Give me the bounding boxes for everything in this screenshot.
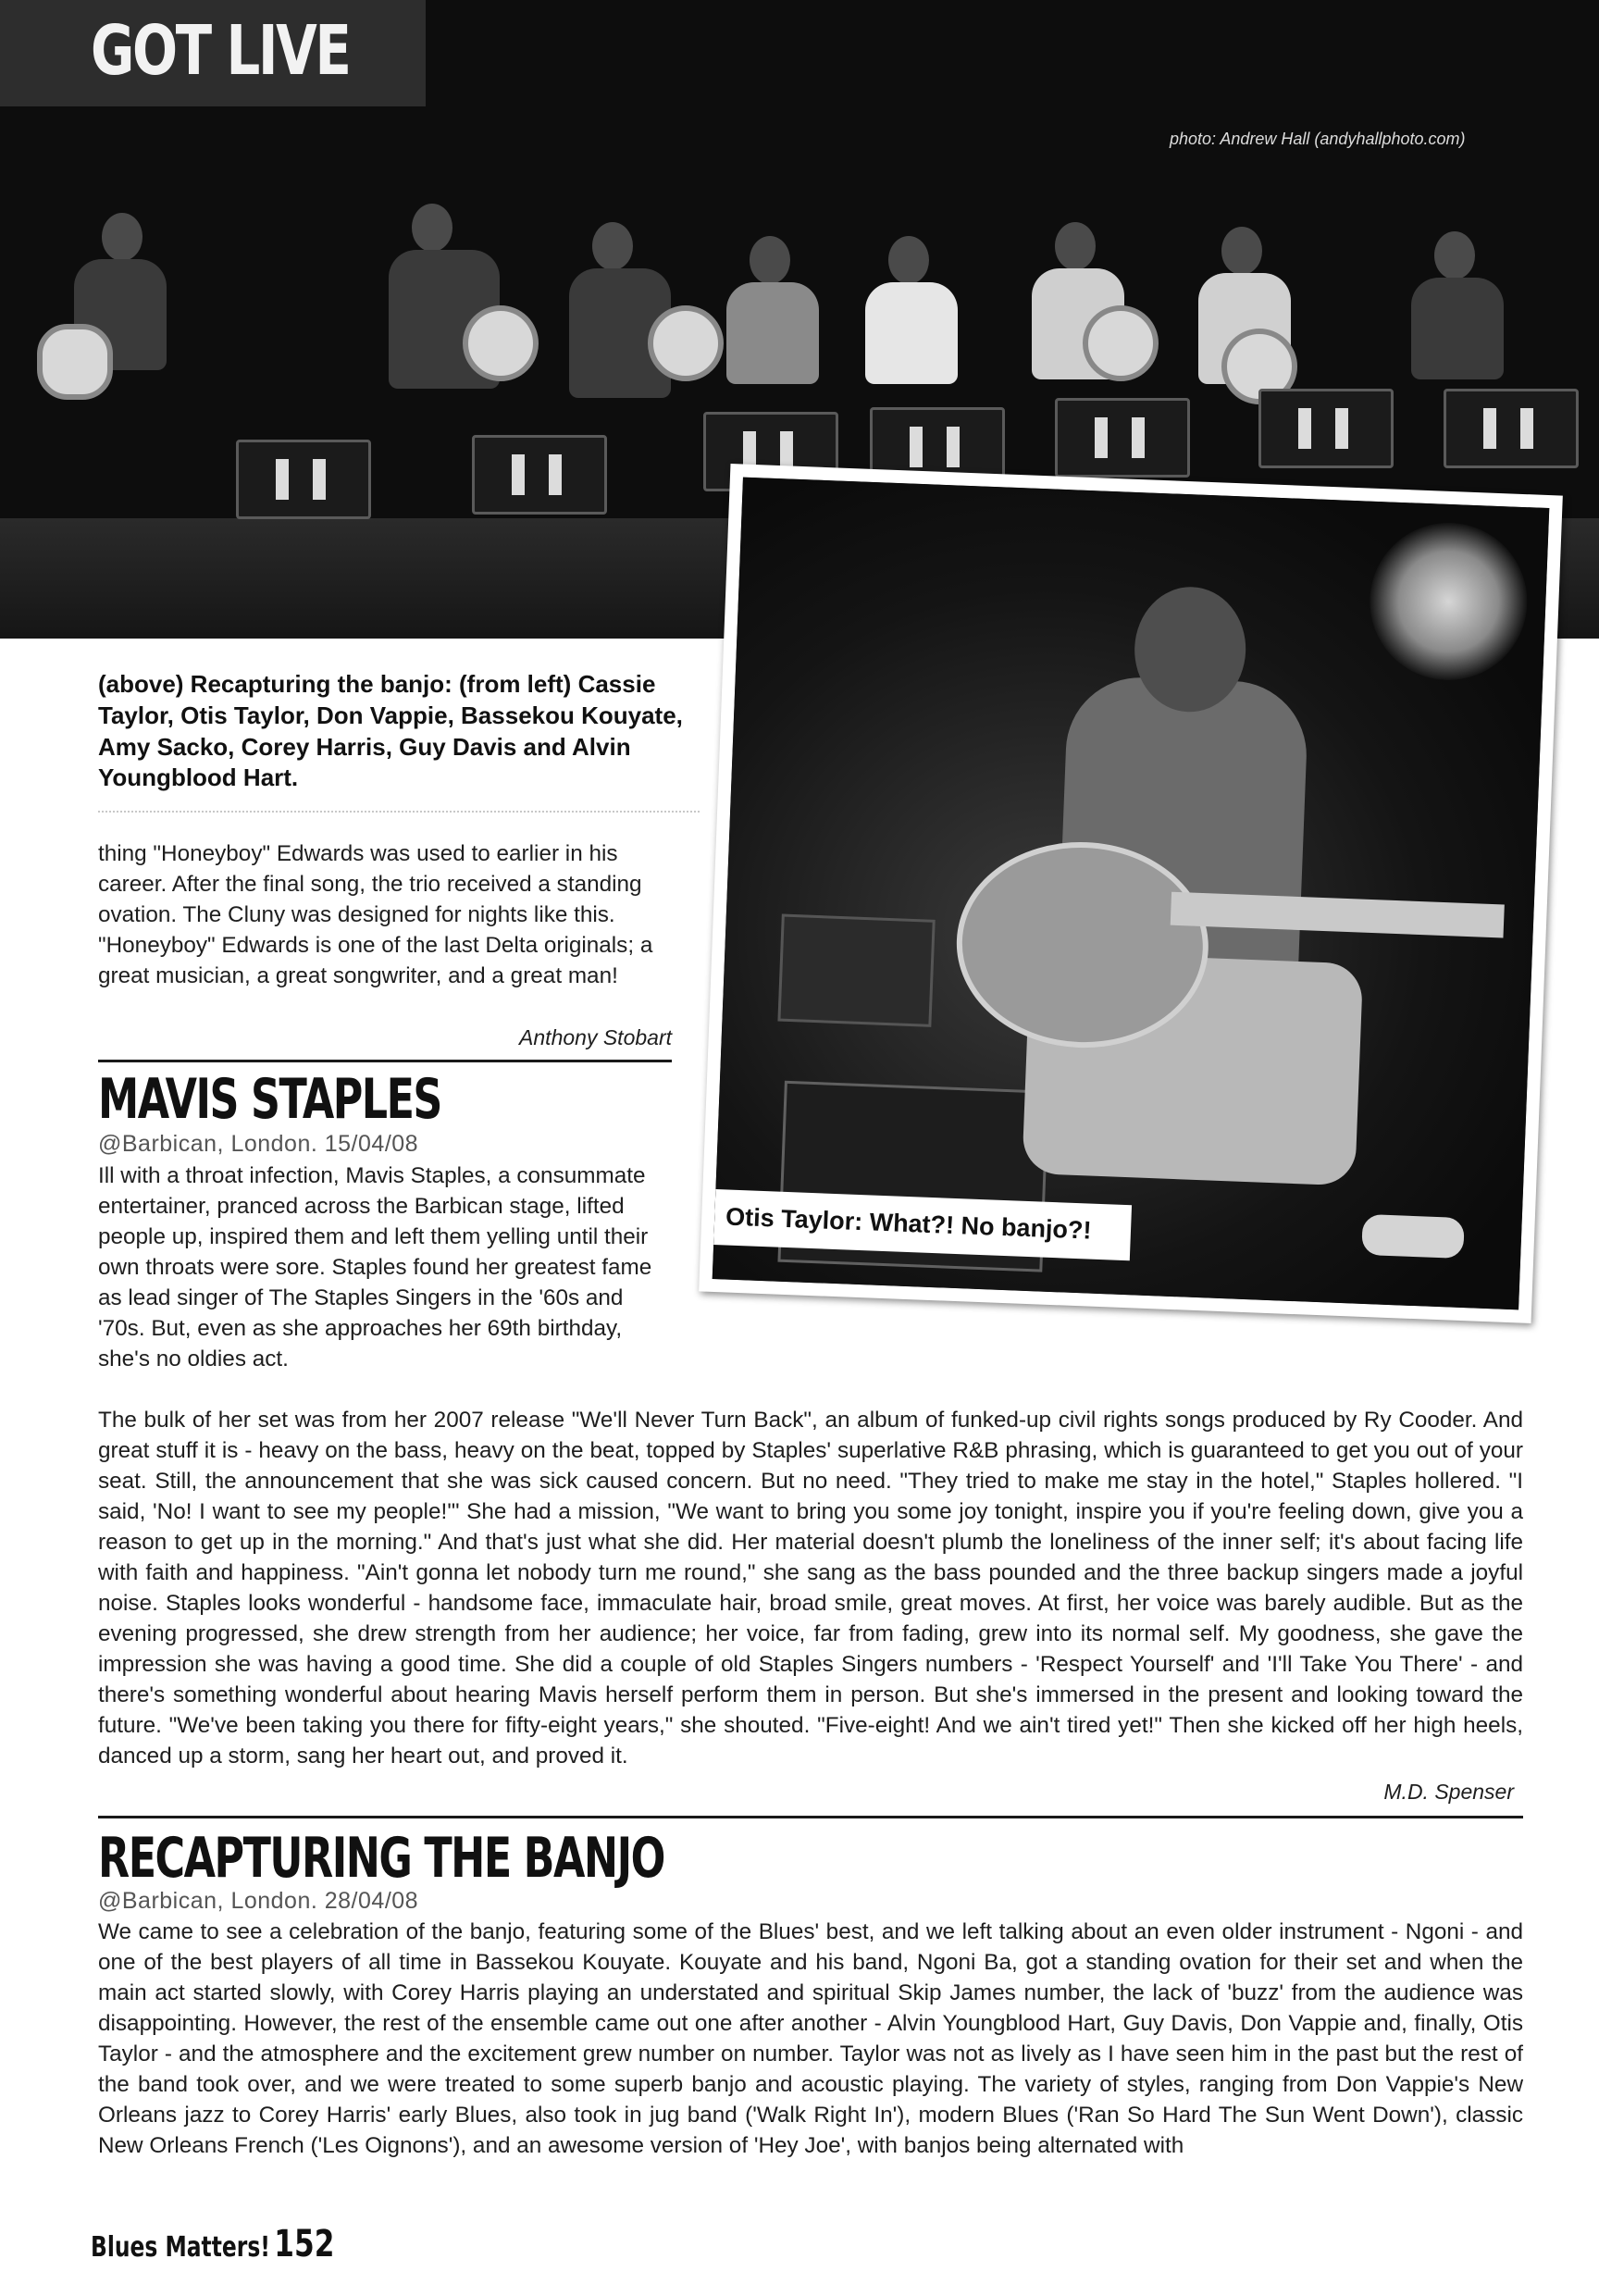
review-author: M.D. Spenser [1383, 1780, 1514, 1804]
section-divider [98, 1816, 1523, 1818]
previous-review-text: thing "Honeyboy" Edwards was used to earlier in his career. After the final song, the trio received a standing ovation. The Cluny was designed for nights like this. "Honeyboy" Edwards is one of the last Delta originals; a great musician, a great songwriter, and a great man! [98, 841, 653, 989]
review-text-body: The bulk of her set was from her 2007 release "We'll Never Turn Back", an album of funked-up civil rights songs produced by Ry Cooder. And great stuff it is - heavy on the bass, heavy on the beat, topped by Staples' superlative R&B phrasing, which is guaranteed to get you out of your seat. Still, the announcement that she was sick caused concern. But no need. "They tried to make me stay in the hotel," Staples hollered. "I said, 'No! I want to see my people!'" She had a mission, "We want to bring you some joy tonight, inspire you if you're feeling down, give you a reason to get up in the morning." And that's just what she did. Her material doesn't plumb the loneliness of the inner self; it's about facing life with faith and happiness. "Ain't gonna let nobody turn me round," she sang as the bass pounded and the three backup singers made a joyful noise. Staples looks wonderful - handsome face, immaculate hair, broad smile, great moves. At first, her voice was barely audible. But as the evening progressed, she drew strength from her audience; her voice, far from fading, grew into its normal self. My goodness, she gave the impression she was having a good time. She did a couple of old Staples Singers numbers - 'Respect Yourself' and 'I'll Take You There' - and there's something wonderful about hearing Mavis herself perform them in person. But she's immersed in the present and looking toward the future. "We've been taking you there for fifty-eight years," she shouted. "Five-eight! And we ain't tired yet!" Then she kicked off her high heels, danced up a storm, sang her heart out, and proved it. [98, 1408, 1523, 1769]
band-photo-caption: (above) Recapturing the banjo: (from left) Cassie Taylor, Otis Taylor, Don Vappie, Bassekou Kouyate, Amy Sacko, Corey Harris, Guy Davis and Alvin Youngblood Hart. [98, 670, 683, 792]
otis-taylor-photo [699, 464, 1563, 1323]
stage-monitor [236, 440, 371, 519]
stage-monitor [472, 435, 607, 515]
review-text: We came to see a celebration of the banjo, featuring some of the Blues' best, and we left talking about an even older instrument - Ngoni - and one of the best players of all time in Bassekou Kouyate. Kouyate and his band, Ngoni Ba, got a standing ovation for their set and when the main act started slowly, with Corey Harris playing an understated and spiritual Skip James number, the lack of 'buzz' from the audience was disappointing. However, the rest of the ensemble came out one after another - Alvin Youngblood Hart, Guy Davis, Don Vappie and, finally, Otis Taylor - and the atmosphere and the excitement grew number on number. Taylor was not as lively as I have seen him in the past but the rest of the band took over, and we were treated to some superb banjo and acoustic playing. The variety of styles, ranging from Don Vappie's New Orleans jazz to Corey Harris' early Blues, also took in jug band ('Walk Right In'), modern Blues ('Ran So Hard The Sun Went Down'), classic New Orleans French ('Les Oignons'), and an awesome version of 'Hey Joe', with banjos being alternated with [98, 1919, 1523, 2159]
page-number: 152 [274, 2223, 335, 2265]
review-venue: @Barbican, London. 28/04/08 [98, 1888, 419, 1914]
caption-divider [98, 811, 700, 813]
stage-monitor [1444, 389, 1579, 468]
photo-credit: photo: Andrew Hall (andyhallphoto.com) [1170, 130, 1466, 148]
amplifier [777, 914, 935, 1027]
photo-image [713, 478, 1550, 1310]
magazine-name: Blues Matters! [91, 2231, 270, 2264]
stage-monitor [1055, 398, 1190, 478]
review-venue: @Barbican, London. 15/04/08 [98, 1131, 419, 1157]
inset-photo-caption: Otis Taylor: What?! No banjo?! [713, 1189, 1132, 1260]
review-title-mavis-staples: MAVIS STAPLES [98, 1067, 441, 1132]
page-footer [91, 2223, 334, 2265]
section-title: GOT LIVE [91, 11, 350, 91]
stage-monitor [1258, 389, 1394, 468]
review-title-recapturing-the-banjo: RECAPTURING THE BANJO [98, 1826, 664, 1891]
previous-review-author: Anthony Stobart [519, 1025, 672, 1049]
sneaker [1361, 1214, 1465, 1259]
review-text-intro: Ill with a throat infection, Mavis Staples, a consummate entertainer, pranced across the Barbican stage, lifted people up, inspired them and left them yelling until their own throats were sore. Staples found her greatest fame as lead singer of The Staples Singers in the '60s and '70s. But, even as she approaches her 69th birthday, she's no oldies act. [98, 1163, 652, 1372]
section-divider [98, 1060, 672, 1062]
